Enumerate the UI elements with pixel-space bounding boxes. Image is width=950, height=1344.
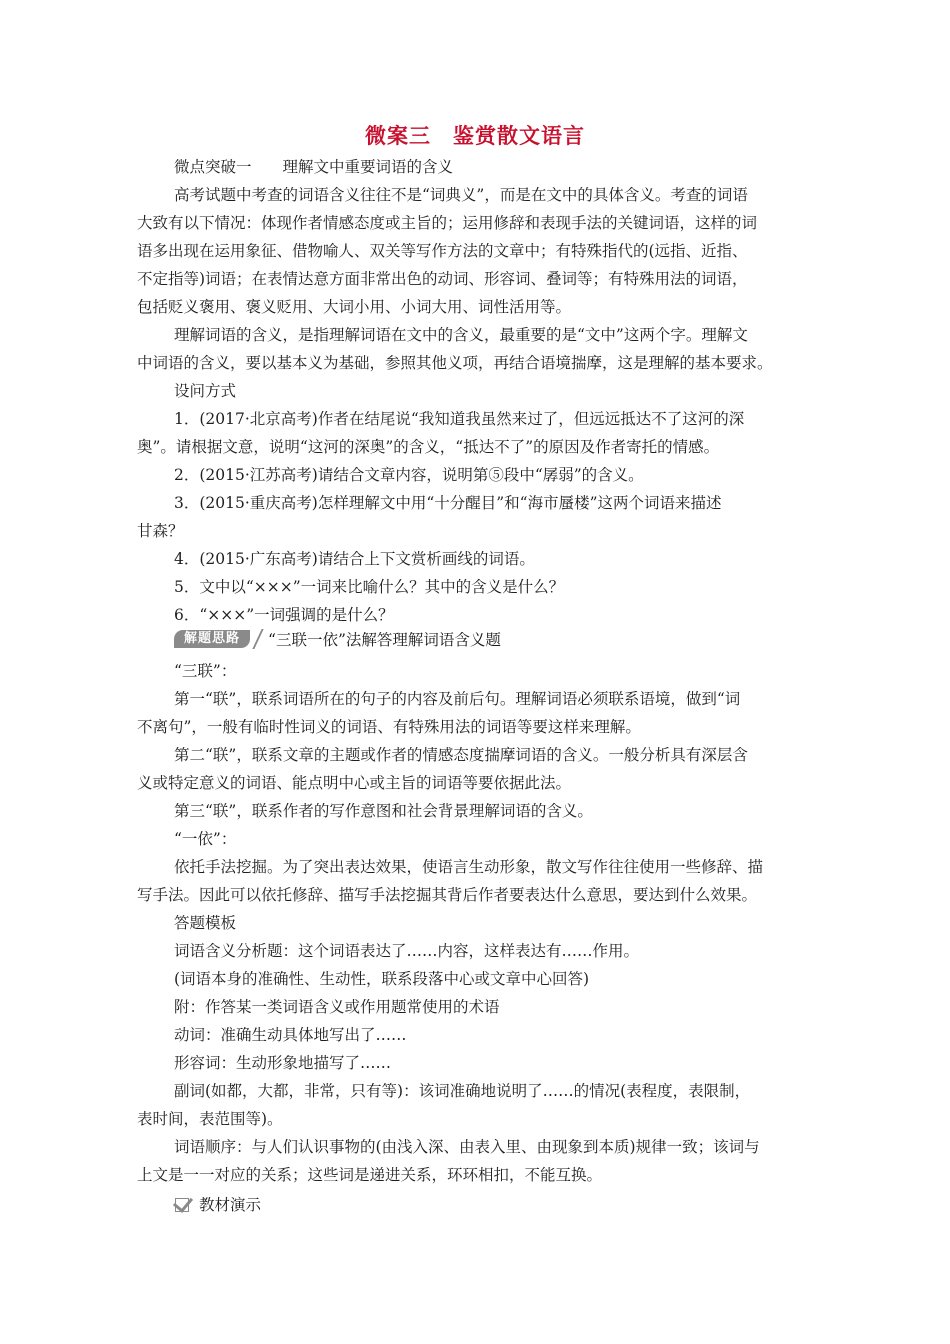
paragraph-line: 大致有以下情况：体现作者情感态度或主旨的；运用修辞和表现手法的关键词语，这样的词 bbox=[137, 214, 758, 232]
method-line: 第二“联”，联系文章的主题或作者的情感态度揣摩词语的含义。一般分析具有深层含 bbox=[174, 746, 748, 764]
paragraph-line: 不定指等)词语；在表情达意方面非常出色的动词、形容词、叠词等；有特殊用法的词语， bbox=[137, 270, 748, 288]
paragraph-line: 语多出现在运用象征、借物喻人、双关等写作方法的文章中；有特殊指代的(远指、近指、 bbox=[137, 242, 748, 260]
page-title: 微案三 鉴赏散文语言 bbox=[365, 124, 585, 148]
section-label: 微点突破一 bbox=[174, 158, 252, 176]
question-line: 2．(2015·江苏高考)请结合文章内容，说明第⑤段中“孱弱”的含义。 bbox=[174, 466, 644, 484]
solution-title: “三联一依”法解答理解词语含义题 bbox=[268, 631, 501, 649]
method-line: 不离句”，一般有临时性词义的词语、有特殊用法的词语等要这样来理解。 bbox=[137, 718, 641, 736]
method-line: 依托手法挖掘。为了突出表达效果，使语言生动形象，散文写作往往使用一些修辞、描 bbox=[174, 858, 764, 876]
question-line: 6．“×××”一词强调的是什么？ bbox=[174, 606, 394, 624]
template-line: 副词(如都，大都，非常，只有等)：该词准确地说明了……的情况(表程度，表限制， bbox=[174, 1082, 751, 1100]
method-line: 义或特定意义的词语、能点明中心或主旨的词语等要依据此法。 bbox=[137, 774, 572, 792]
question-line: 3．(2015·重庆高考)怎样理解文中用“十分醒目”和“海市蜃楼”这两个词语来描述 bbox=[174, 494, 722, 512]
template-line: 动词：准确生动具体地写出了…… bbox=[174, 1026, 407, 1044]
question-line: 4．(2015·广东高考)请结合上下文赏析画线的词语。 bbox=[174, 550, 535, 568]
method-line: 第三“联”，联系作者的写作意图和社会背景理解词语的含义。 bbox=[174, 802, 593, 820]
template-heading: 答题模板 bbox=[174, 914, 237, 932]
slash-decoration bbox=[252, 629, 264, 649]
paragraph-line: 中词语的含义，要以基本义为基础，参照其他义项，再结合语境揣摩，这是理解的基本要求。 bbox=[137, 354, 773, 372]
question-heading: 设问方式 bbox=[174, 382, 237, 400]
template-line: (词语本身的准确性、生动性，联系段落中心或文章中心回答) bbox=[174, 970, 590, 988]
solution-badge: 解题思路 bbox=[174, 630, 250, 648]
method-line: “一依”： bbox=[174, 830, 237, 848]
solution-approach-header bbox=[174, 629, 501, 649]
question-line: 奥”。请根据文意，说明“这河的深奥”的含义，“抵达不了”的原因及作者寄托的情感。 bbox=[137, 438, 720, 456]
method-line: 写手法。因此可以依托修辞、描写手法挖掘其背后作者要表达什么意思，要达到什么效果。 bbox=[137, 886, 758, 904]
paragraph-line: 高考试题中考查的词语含义往往不是“词典义”，而是在文中的具体含义。考查的词语 bbox=[174, 186, 748, 204]
method-line: “三联”： bbox=[174, 662, 237, 680]
paragraph-line: 包括贬义褒用、褒义贬用、大词小用、小词大用、词性活用等。 bbox=[137, 298, 572, 316]
template-line: 词语含义分析题：这个词语表达了……内容，这样表达有……作用。 bbox=[174, 942, 640, 960]
method-line: 第一“联”，联系词语所在的句子的内容及前后句。理解词语必须联系语境，做到“词 bbox=[174, 690, 741, 708]
template-line: 上文是一一对应的关系；这些词是递进关系，环环相扣，不能互换。 bbox=[137, 1166, 603, 1184]
section-heading bbox=[174, 157, 453, 177]
template-line: 形容词：生动形象地描写了…… bbox=[174, 1054, 392, 1072]
template-line: 表时间，表范围等)。 bbox=[137, 1110, 283, 1128]
check-box-icon bbox=[174, 1194, 194, 1214]
template-line: 词语顺序：与人们认识事物的(由浅入深、由表入里、由现象到本质)规律一致；该词与 bbox=[174, 1138, 760, 1156]
demo-label: 教材演示 bbox=[199, 1196, 262, 1214]
question-line: 5．文中以“×××”一词来比喻什么？其中的含义是什么？ bbox=[174, 578, 565, 596]
template-line: 附：作答某一类词语含义或作用题常使用的术语 bbox=[174, 998, 500, 1016]
question-line: 1．(2017·北京高考)作者在结尾说“我知道我虽然来过了，但远远抵达不了这河的深 bbox=[174, 410, 745, 428]
question-line: 甘森？ bbox=[137, 522, 184, 540]
paragraph-line: 理解词语的含义，是指理解词语在文中的含义，最重要的是“文中”这两个字。理解文 bbox=[174, 326, 748, 344]
section-title: 理解文中重要词语的含义 bbox=[282, 158, 454, 176]
textbook-demo-header bbox=[174, 1193, 261, 1215]
